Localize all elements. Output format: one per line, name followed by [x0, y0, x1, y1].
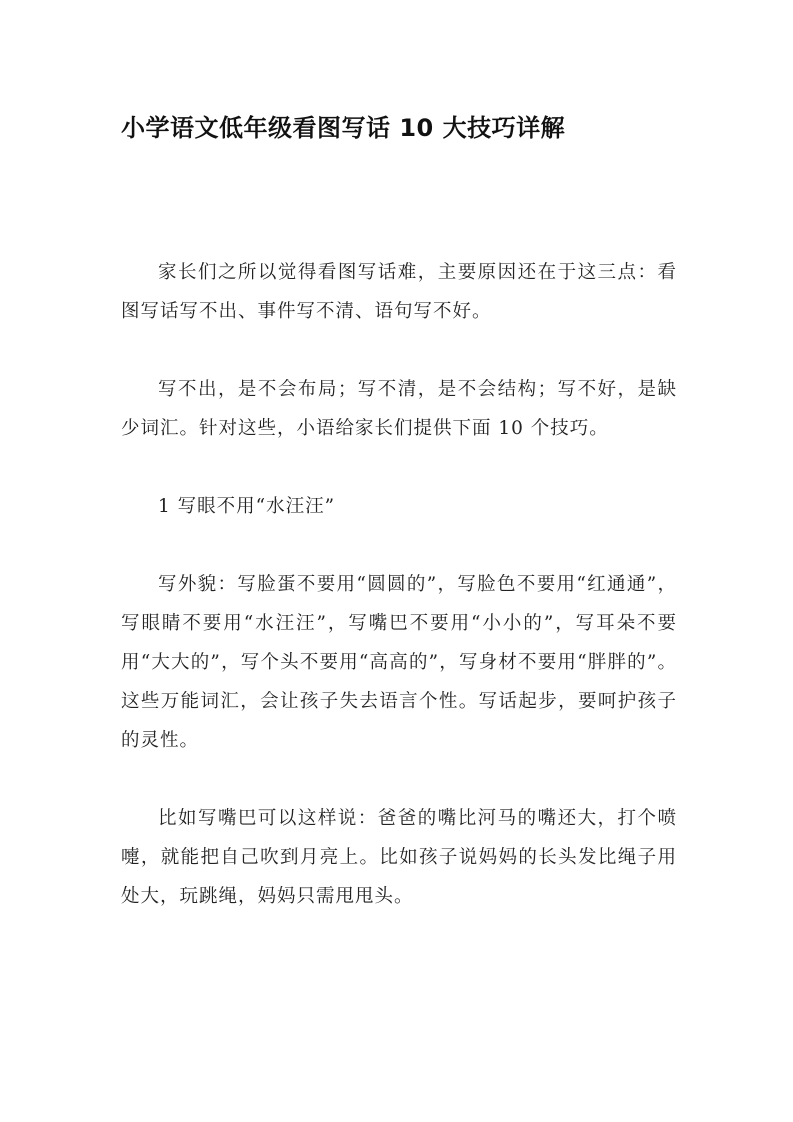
paragraph-examples: 比如写嘴巴可以这样说：爸爸的嘴比河马的嘴还大，打个喷嚏，就能把自己吹到月亮上。比如孩子说妈妈的长头发比绳子用处大，玩跳绳，妈妈只需甩甩头。 — [121, 808, 677, 907]
paragraph-problems: 写不出，是不会布局；写不清，是不会结构；写不好，是缺少词汇。针对这些，小语给家长们提供下面 10 个技巧。 — [121, 379, 677, 439]
paragraph-appearance: 写外貌：写脸蛋不要用“圆圆的”，写脸色不要用“红通通”，写眼睛不要用“水汪汪”，写嘴巴不要用“小小的”，写耳朵不要用“大大的”，写个头不要用“高高的”，写身材不要用“胖胖的”。这些万能词汇，会让孩子失去语言个性。写话起步，要呵护孩子的灵性。 — [121, 574, 677, 751]
section-heading-1: 1 写眼不用“水汪汪” — [158, 496, 336, 517]
document-title: 小学语文低年级看图写话 10 大技巧详解 — [121, 114, 566, 142]
paragraph-intro: 家长们之所以觉得看图写话难，主要原因还在于这三点：看图写话写不出、事件写不清、语句写不好。 — [121, 262, 677, 322]
document-body — [121, 253, 677, 916]
